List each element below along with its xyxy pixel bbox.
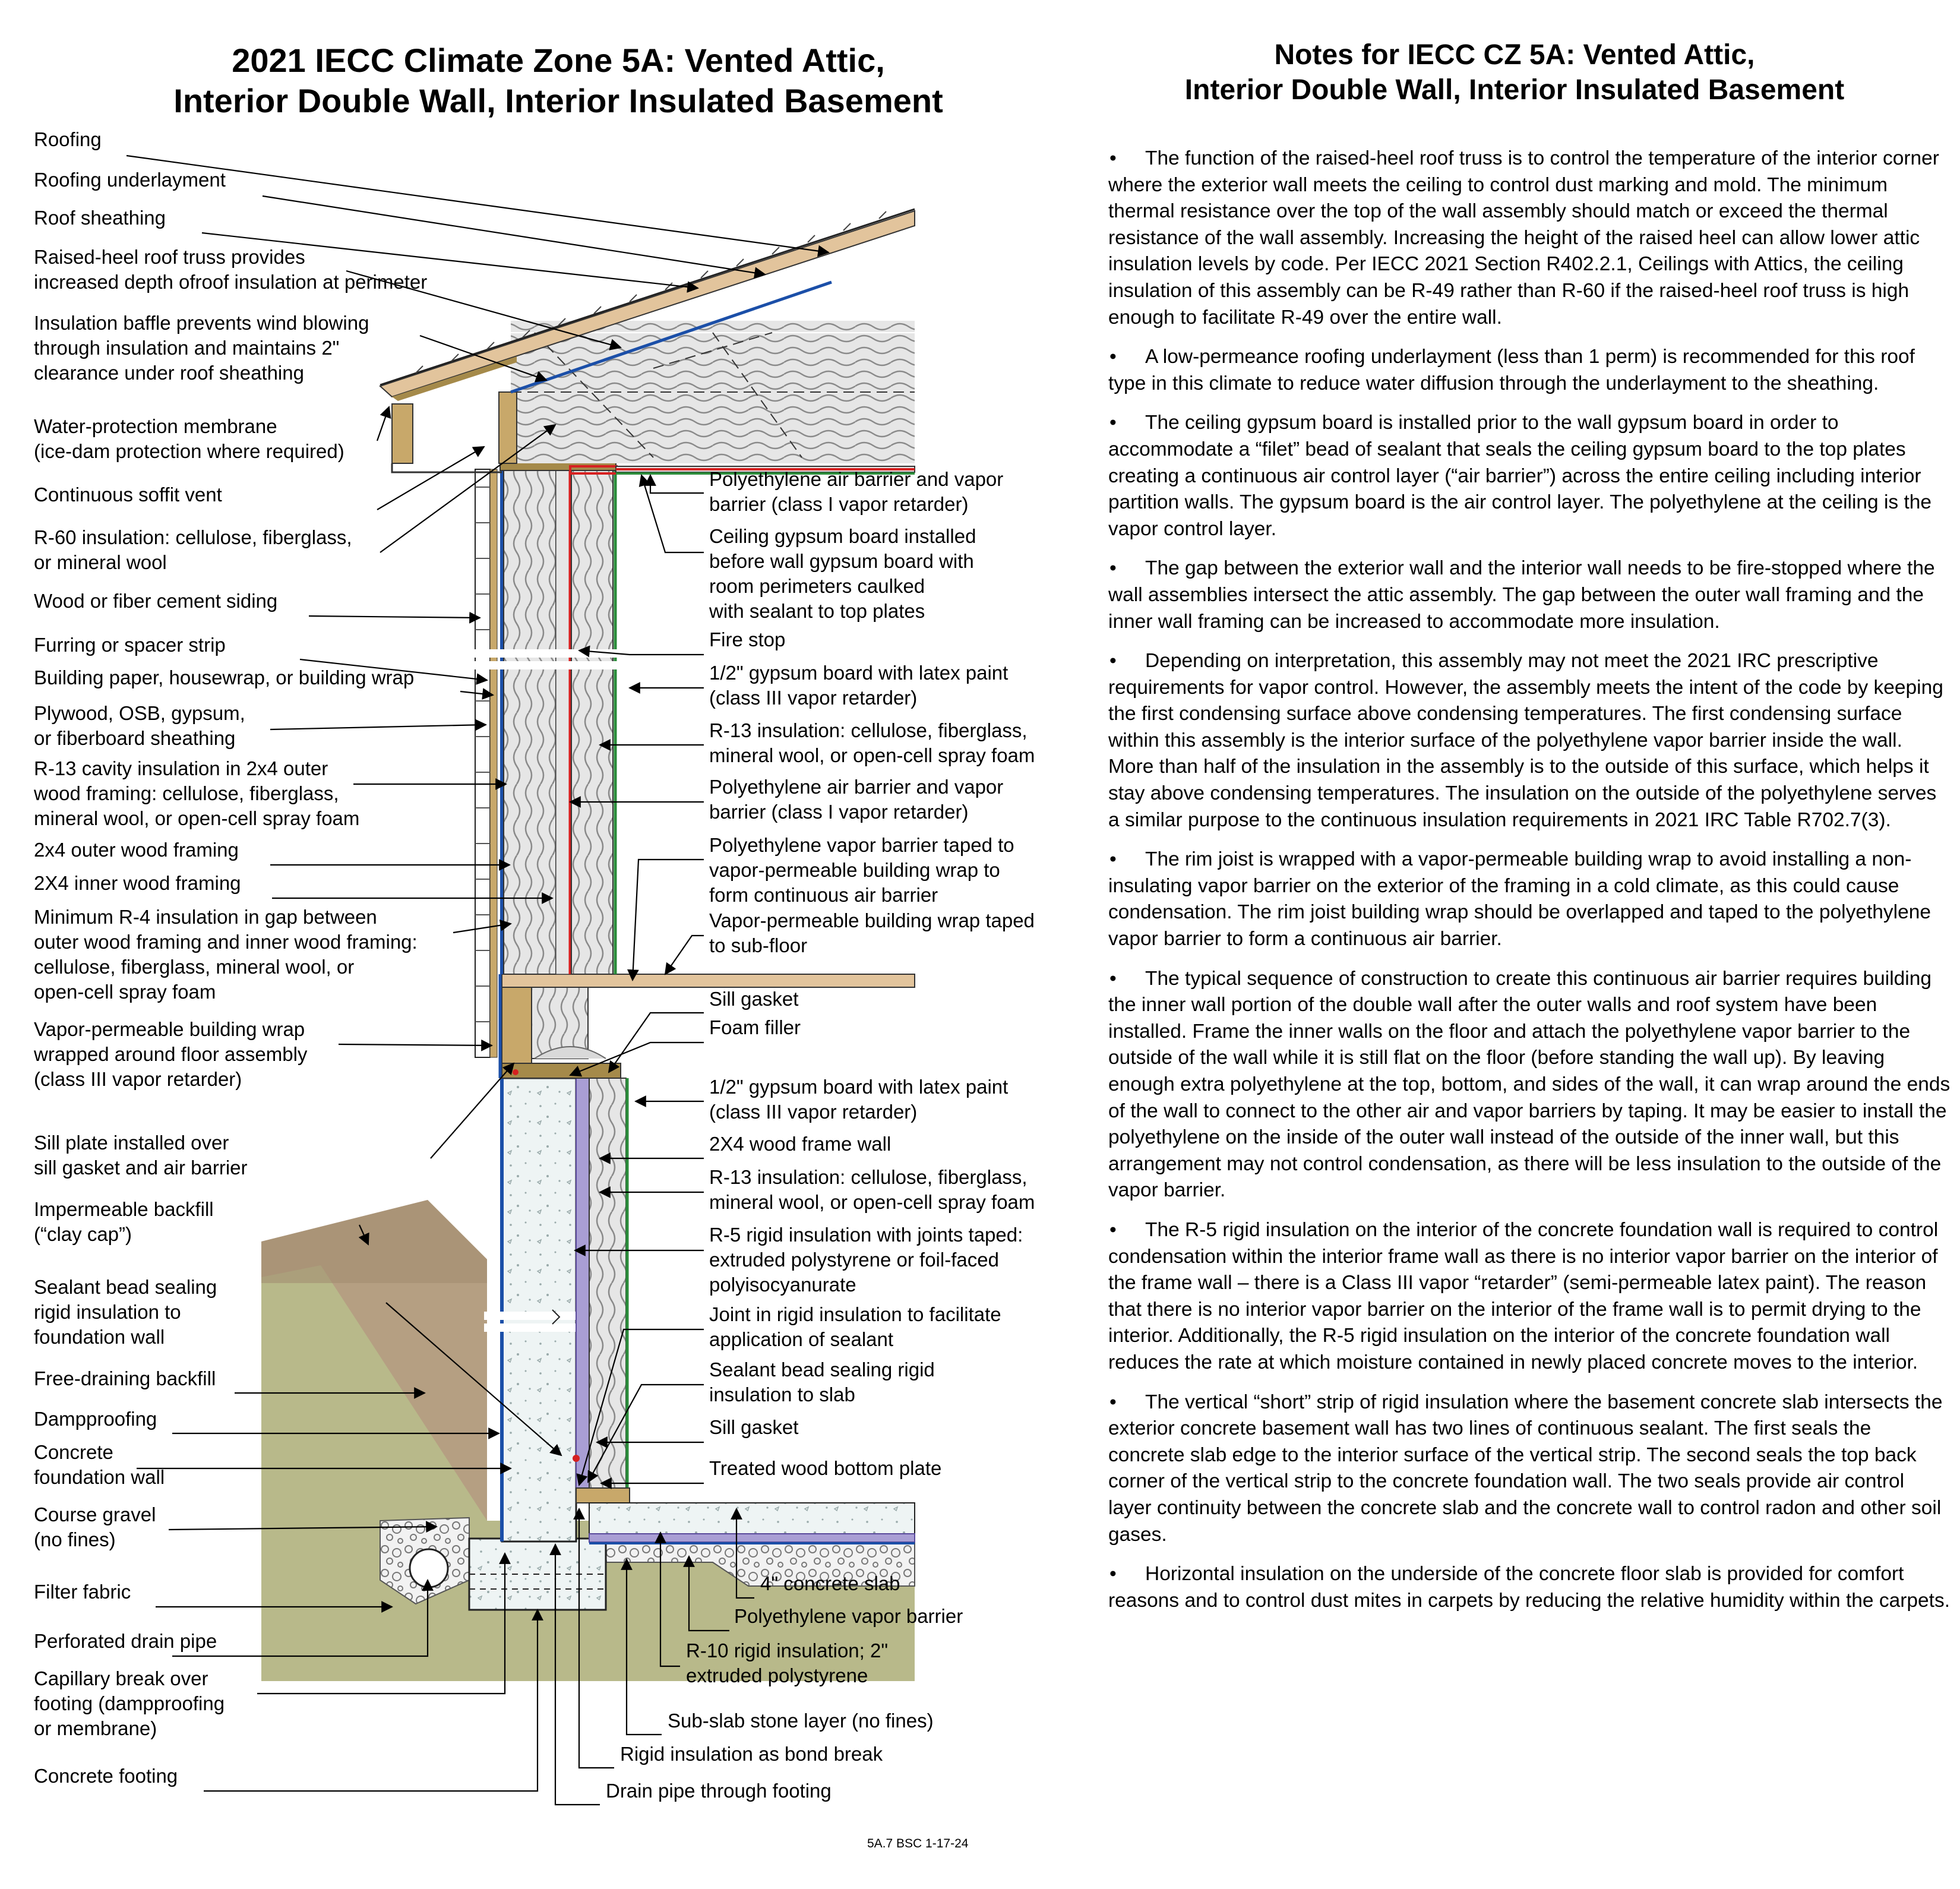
concrete-foundation-wall [502,1078,576,1541]
callout-label: Polyethylene air barrier and vapor barrier (class I vapor retarder) [709,468,1004,515]
note-text: The rim joist is wrapped with a vapor-permeable building wrap to avoid installing a non-insulating vapor barrier on the exterior of the framing in a cold climate, as this could cause condensation. The rim joist building wrap should be overlapped and taped to the polyethylene vapor barrier to form a continuous air barrier. [1108,848,1931,950]
callout-label: Filter fabric [34,1581,131,1603]
note-text: The R-5 rigid insulation on the interior of the concrete foundation wall is required to control condensation within the interior frame wall as there is no interior vapor barrier on the interior of the frame wall – there is a Class III vapor “retarder” (semi-permeable latex paint). The reason that there is no interior vapor barrier on the interior of the frame wall is to permit drying to the interior. Additionally, the R-5 rigid insulation on the interior of the concrete foundation wall reduces the rate at which moisture contained in newly placed concrete moves to the interior. [1108,1218,1939,1373]
callout-label: Insulation baffle prevents wind blowing through insulation and maintains 2" clearance under roof sheathing [34,312,369,384]
note-text: The ceiling gypsum board is installed prior to the wall gypsum board in order to accommodate a “filet” bead of sealant that seals the ceiling gypsum board to the top plates creating a continuous air control layer (“air barrier”) across the entire ceiling including interior partition walls. The gypsum board is the air control layer. The polyethylene at the ceiling is the vapor control layer. [1108,412,1932,540]
note-item [1108,648,1952,833]
callout-label: Roofing underlayment [34,169,226,191]
callout-label: Raised-heel roof truss provides increased depth ofroof insulation at perimeter [34,246,428,293]
bottom-plate [576,1488,630,1503]
callout-label: Concrete footing [34,1765,178,1787]
callout-label: R-5 rigid insulation with joints taped: extruded polystyrene or foil-faced polyisocyanurate [709,1224,1023,1296]
concrete-slab [589,1503,915,1534]
floor-assembly [500,974,915,1078]
note-item [1108,555,1952,635]
callout-label: Treated wood bottom plate [709,1457,942,1479]
notes-title: Notes for IECC CZ 5A: Vented Attic, Interior Double Wall, Interior Insulated Basement [1184,39,1845,106]
leader-line [270,725,486,729]
callout-label: Course gravel (no fines) [34,1503,156,1550]
callout-label: Sealant bead sealing rigid insulation to slab [709,1359,935,1405]
note-item [1108,846,1952,952]
callout-label: Water-protection membrane (ice-dam protection where required) [34,415,344,462]
note-item [1108,1217,1952,1376]
callout-label: R-13 insulation: cellulose, fiberglass, mineral wool, or open-cell spray foam [709,1166,1035,1213]
callout-label: Roofing [34,128,102,150]
callout-label: Wood or fiber cement siding [34,590,278,612]
bullet-icon: • [1109,967,1117,990]
rigid-insulation [576,1078,589,1488]
bullet-icon: • [1109,1391,1117,1413]
callout-label: Perforated drain pipe [34,1630,217,1652]
callout-label: Furring or spacer strip [34,634,226,656]
callout-label: Polyethylene vapor barrier [734,1605,963,1627]
callout-label: 2X4 inner wood framing [34,872,241,894]
main-title: 2021 IECC Climate Zone 5A: Vented Attic, Interior Double Wall, Interior Insulated Basement [173,42,943,120]
note-item [1108,410,1952,542]
note-text: The function of the raised-heel roof truss is to control the temperature of the interior corner where the exterior wall meets the ceiling to control dust marking and mold. The minimum thermal resistance over the top of the wall assembly should match or exceed the thermal resistance of the wall assembly. Increasing the height of the raised heel can allow lower attic insulation levels by code. Per IECC 2021 Section R402.2.1, Ceilings with Attics, the ceiling insulation of this assembly can be R-49 rather than R-60 if the raised-heel roof truss is high enough to facilitate R-49 over the entire wall. [1108,147,1939,328]
bullet-icon: • [1109,1218,1117,1241]
basement-frame-wall [589,1078,626,1488]
siding [475,469,497,1057]
notes-list [1108,146,1952,1627]
callout-label: Plywood, OSB, gypsum, or fiberboard sheathing [34,702,245,749]
bullet-icon: • [1109,412,1117,434]
leader-line [665,936,704,974]
leader-line [650,475,704,493]
note-item [1108,344,1952,397]
callout-label: Ceiling gypsum board installed before wall gypsum board with room perimeters caulked with sealant to top plates [709,525,976,622]
callout-label: Joint in rigid insulation to facilitate application of sealant [709,1303,1001,1350]
note-text: The vertical “short” strip of rigid insulation where the basement concrete slab intersects the exterior concrete basement wall has two lines of continuous sealant. The first seals the concrete slab edge to the interior surface of the vertical strip. The second seals the top back corner of the vertical strip to the concrete foundation wall. The two seals provide air control layer continuity between the concrete slab and the concrete wall to control radon and other soil gases. [1108,1391,1943,1546]
leader-line [377,407,389,441]
callout-label: R-13 insulation: cellulose, fiberglass, mineral wool, or open-cell spray foam [709,719,1035,766]
callout-label: Fire stop [709,628,786,650]
callout-label: 2X4 wood frame wall [709,1133,892,1155]
callout-label: R-13 cavity insulation in 2x4 outer wood framing: cellulose, fiberglass, mineral wool, or open-cell spray foam [34,757,360,829]
callout-label: Free-draining backfill [34,1367,216,1389]
callout-label: Polyethylene vapor barrier taped to vapor-permeable building wrap to form continuous air barrier [709,834,1014,906]
leader-line [127,156,829,252]
callout-label: Capillary break over footing (dampproofing or membrane) [34,1667,225,1739]
bullet-icon: • [1109,848,1117,871]
callout-label: R-60 insulation: cellulose, fiberglass, or mineral wool [34,526,352,573]
note-text: Horizontal insulation on the underside of the concrete floor slab is provided for comfort reasons and to control dust mites in carpets by reducing the relative humidity within the carpets. [1108,1563,1950,1612]
note-text: A low-permeance roofing underlayment (less than 1 perm) is recommended for this roof type in this climate to reduce water diffusion through the underlayment to the sheathing. [1108,346,1915,394]
bullet-icon: • [1109,1563,1117,1585]
callout-label: Building paper, housewrap, or building wrap [34,666,415,688]
callout-label: Vapor-permeable building wrap taped to sub-floor [709,909,1035,956]
callout-label: Polyethylene air barrier and vapor barrier (class I vapor retarder) [709,776,1004,823]
callout-label: Vapor-permeable building wrap wrapped around floor assembly (class III vapor retarder) [34,1018,308,1090]
drawing-id: 5A.7 BSC 1-17-24 [867,1837,969,1850]
callout-label: Sub-slab stone layer (no fines) [668,1710,934,1732]
outer-wall [500,457,617,974]
bullet-icon: • [1109,557,1117,580]
callout-label: Roof sheathing [34,207,166,229]
bullet-icon: • [1109,147,1117,169]
callout-label: Sill gasket [709,988,799,1010]
callout-label: Rigid insulation as bond break [620,1743,883,1765]
callout-label: Sealant bead sealing rigid insulation to foundation wall [34,1276,217,1348]
callout-label: Concrete foundation wall [34,1441,165,1488]
leader-line [633,860,704,980]
note-item [1108,966,1952,1204]
perforated-drain-pipe [410,1549,448,1587]
note-item [1108,1389,1952,1549]
note-item [1108,146,1952,331]
callout-label: Sill plate installed over sill gasket and air barrier [34,1132,248,1179]
callout-label: 4" concrete slab [760,1572,900,1594]
callout-label: Impermeable backfill (“clay cap”) [34,1198,214,1245]
callout-label: 1/2" gypsum board with latex paint (class III vapor retarder) [709,662,1009,709]
note-text: The typical sequence of construction to create this continuous air barrier requires building the inner wall portion of the double wall after the outer walls and roof system have been installed. Frame the inner walls on the floor and attach the polyethylene vapor barrier to the outside of the wall while it is still flat on the floor (before standing the wall up). By leaving enough extra polyethylene at the top, bottom, and sides of the wall, it can wrap around the ends of the wall to connect to the other air and vapor barriers by taping. It may be easier to install the polyethylene on the inside of the outer wall instead of the outside of the inner wall, but this arrangement may not control condensation, as there will be less insulation to the outside of the vapor barrier. [1108,967,1950,1202]
callout-label: 1/2" gypsum board with latex paint (class III vapor retarder) [709,1076,1009,1123]
callout-label: Foam filler [709,1016,801,1038]
leader-line [339,1044,492,1045]
callout-label: R-10 rigid insulation; 2" extruded polystyrene [686,1640,889,1686]
callout-label: Drain pipe through footing [606,1780,832,1802]
callout-label: 2x4 outer wood framing [34,839,239,861]
callout-label: Continuous soffit vent [34,484,222,506]
callout-label: Sill gasket [709,1416,799,1438]
note-text: Depending on interpretation, this assembly may not meet the 2021 IRC prescriptive requirements for vapor control. However, the assembly meets the intent of the code by keeping the first condensing surface above condensing temperatures. The first condensing surface within this assembly is the interior surface of the polyethylene vapor barrier inside the wall. More than half of the insulation in the assembly is to the outside of this surface, which helps it stay above condensing temperatures. The insulation on the outside of the polyethylene serves a similar purpose to the continuous insulation requirements in 2021 IRC Table R702.7(3). [1108,650,1943,831]
leader-line [309,616,480,618]
bullet-icon: • [1109,650,1117,672]
callout-label: Minimum R-4 insulation in gap between outer wood framing and inner wood framing: cellulose, fiberglass, mineral wool, or open-cell spray foam [34,906,418,1003]
note-item [1108,1561,1952,1614]
bullet-icon: • [1109,346,1117,368]
callout-label: Dampproofing [34,1408,157,1430]
note-text: The gap between the exterior wall and the interior wall needs to be fire-stopped where the wall assemblies intersect the attic assembly. The gap between the outer wall framing and the inner wall framing can be increased to accommodate more insulation. [1108,557,1935,633]
